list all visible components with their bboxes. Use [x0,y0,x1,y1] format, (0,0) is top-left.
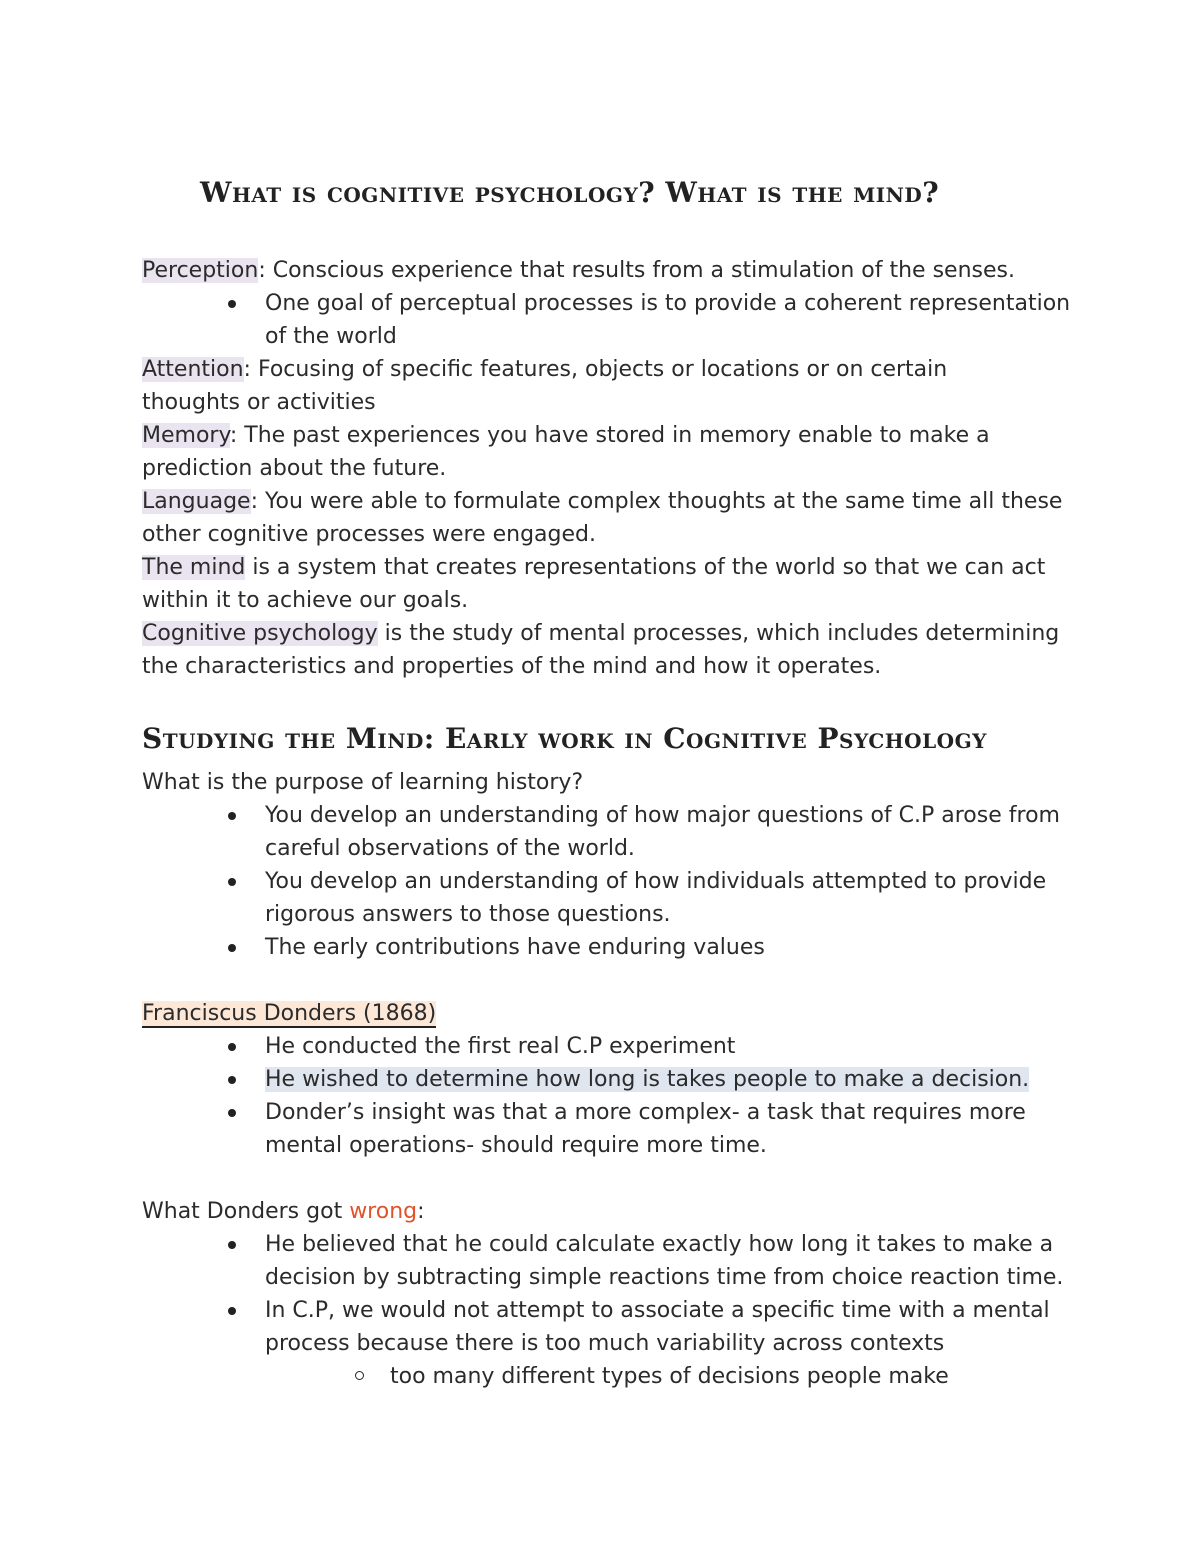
bullet-text-continued: careful observations of the world. [265,836,635,861]
bullet-text-continued: mental operations- should require more time. [265,1133,767,1158]
definition-text: : The past experiences you have stored in memory enable to make a [229,423,990,448]
definition-text: is a system that creates representations of the world so that we can act [245,555,1046,580]
definition-text: is the study of mental processes, which includes determining [377,621,1060,646]
section-heading-1: What is cognitive psychology? What is the mind? [200,176,940,209]
bullet-text-highlighted [265,1063,1029,1096]
bullet-marker [228,1076,236,1084]
bullet-text-continued: decision by subtracting simple reactions time from choice reaction time. [265,1265,1064,1290]
highlighted-sentence: He wished to determine how long is takes people to make a decision. [265,1067,1030,1092]
bullet-text: Donder’s insight was that a more complex- a task that requires more [265,1100,1026,1125]
term-language: Language [142,489,251,514]
bullet-text: The early contributions have enduring values [265,935,765,960]
definition-mind [142,551,1045,584]
bullet-text-continued: of the world [265,324,397,349]
term-attention: Attention [142,357,244,382]
definition-attention [142,353,947,386]
bullet-text: You develop an understanding of how major questions of C.P arose from [265,803,1060,828]
term-mind: The mind [142,555,246,580]
definition-text-continued: other cognitive processes were engaged. [142,522,596,547]
definition-perception [142,254,1015,287]
definition-language [142,485,1062,518]
bullet-text: You develop an understanding of how individuals attempted to provide [265,869,1047,894]
wrong-heading [142,1195,425,1228]
question-text: What is the purpose of learning history? [142,770,584,795]
bullet-text-continued: rigorous answers to those questions. [265,902,671,927]
term-memory: Memory [142,423,230,448]
bullet-text: One goal of perceptual processes is to provide a coherent representation [265,291,1071,316]
bullet-text: In C.P, we would not attempt to associate a specific time with a mental [265,1298,1050,1323]
bullet-marker [228,1109,236,1117]
definition-text-continued: thoughts or activities [142,390,376,415]
bullet-text: He conducted the first real C.P experiment [265,1034,736,1059]
bullet-marker [228,300,236,308]
person-heading [142,997,436,1030]
sub-bullet-marker [355,1371,364,1380]
definition-text: : Focusing of specific features, objects or locations or on certain [243,357,948,382]
wrong-suffix: : [417,1199,425,1224]
definition-text: : You were able to formulate complex thoughts at the same time all these [250,489,1063,514]
definition-memory [142,419,990,452]
definition-text-continued: within it to achieve our goals. [142,588,469,613]
definition-cognitive-psychology [142,617,1059,650]
sub-bullet-text: too many different types of decisions people make [390,1364,949,1389]
bullet-marker [228,1307,236,1315]
wrong-prefix: What Donders got [142,1199,350,1224]
wrong-word: wrong [349,1199,418,1224]
bullet-text-continued: process because there is too much variability across contexts [265,1331,945,1356]
bullet-text: He believed that he could calculate exactly how long it takes to make a [265,1232,1054,1257]
person-name-donders: Franciscus Donders (1868) [142,1001,437,1026]
bullet-marker [228,812,236,820]
bullet-marker [228,1241,236,1249]
bullet-marker [228,1043,236,1051]
term-cognitive-psychology: Cognitive psychology [142,621,378,646]
section-heading-2: Studying the Mind: Early work in Cognitive Psychology [142,722,987,755]
bullet-marker [228,944,236,952]
definition-text-continued: prediction about the future. [142,456,447,481]
definition-text-continued: the characteristics and properties of the mind and how it operates. [142,654,882,679]
definition-text: : Conscious experience that results from a stimulation of the senses. [258,258,1015,283]
bullet-marker [228,878,236,886]
term-perception: Perception [142,258,259,283]
